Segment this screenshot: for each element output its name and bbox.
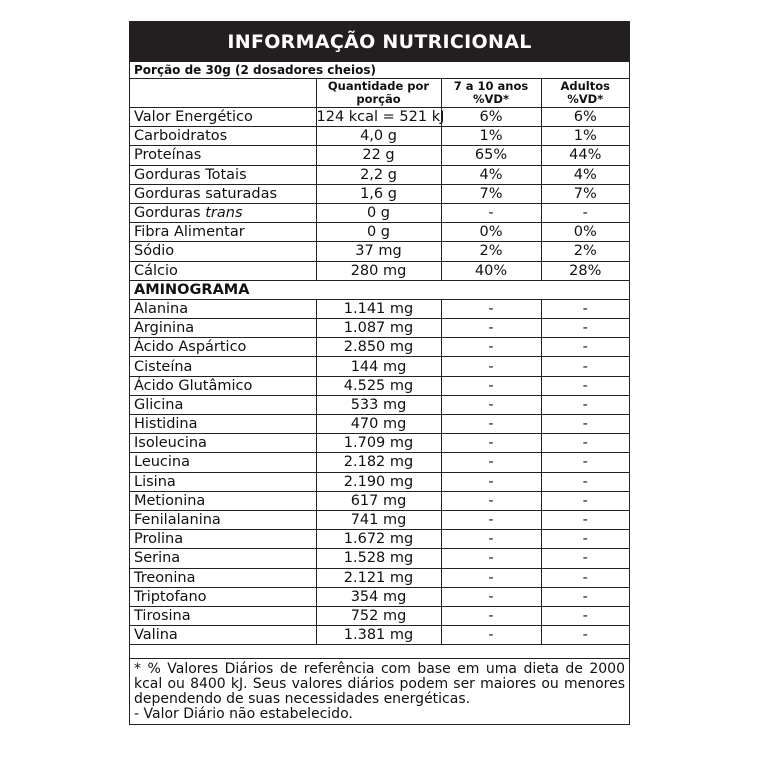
nutrient-quantity: 1.709 mg	[316, 434, 441, 453]
nutrient-row	[130, 146, 629, 165]
aminogram-row	[130, 453, 629, 472]
aminogram-row	[130, 626, 629, 645]
vd-adults-value: 2%	[541, 242, 629, 261]
nutrient-name: Lisina	[130, 472, 316, 491]
vd-kids-value: -	[441, 568, 541, 587]
vd-kids-value: 7%	[441, 184, 541, 203]
nutrient-name: Valor Energético	[130, 108, 316, 127]
header-quantity: Quantidade por porção	[316, 79, 441, 108]
nutrient-name: Treonina	[130, 568, 316, 587]
vd-kids-value: 0%	[441, 223, 541, 242]
nutrient-quantity: 1.087 mg	[316, 319, 441, 338]
nutrient-name: Triptofano	[130, 587, 316, 606]
vd-adults-value: -	[541, 472, 629, 491]
header-row	[130, 79, 629, 108]
nutrient-name: Alanina	[130, 299, 316, 318]
nutrient-row	[130, 108, 629, 127]
nutrient-name-italic: trans	[205, 205, 243, 222]
nutrient-quantity: 752 mg	[316, 606, 441, 625]
nutrient-row	[130, 242, 629, 261]
nutrient-quantity: 280 mg	[316, 261, 441, 280]
header-vd-adults: Adultos %VD*	[541, 79, 629, 108]
footnotes	[130, 658, 629, 724]
vd-adults-value: -	[541, 491, 629, 510]
aminogram-row	[130, 415, 629, 434]
nutrient-name: Cisteína	[130, 357, 316, 376]
nutrient-name: Histidina	[130, 415, 316, 434]
header-vd-kids: 7 a 10 anos %VD*	[441, 79, 541, 108]
nutrient-name: Ácido Glutâmico	[130, 376, 316, 395]
vd-kids-value: 40%	[441, 261, 541, 280]
nutrient-quantity: 1,6 g	[316, 184, 441, 203]
nutrient-quantity: 1.381 mg	[316, 626, 441, 645]
nutrient-quantity: 2,2 g	[316, 165, 441, 184]
vd-adults-value: -	[541, 203, 629, 222]
nutrient-quantity: 1.672 mg	[316, 530, 441, 549]
vd-adults-value: -	[541, 510, 629, 529]
aminogram-row	[130, 472, 629, 491]
vd-adults-value: -	[541, 434, 629, 453]
vd-adults-value: -	[541, 415, 629, 434]
vd-kids-value: -	[441, 338, 541, 357]
nutrient-quantity: 37 mg	[316, 242, 441, 261]
vd-kids-value: -	[441, 530, 541, 549]
nutrient-quantity: 533 mg	[316, 395, 441, 414]
vd-adults-value: -	[541, 530, 629, 549]
serving-size: Porção de 30g (2 dosadores cheios)	[130, 62, 629, 79]
aminogram-row	[130, 510, 629, 529]
nutrition-label	[129, 21, 630, 725]
nutrient-name: Carboidratos	[130, 127, 316, 146]
aminogram-row	[130, 395, 629, 414]
nutrient-quantity: 4.525 mg	[316, 376, 441, 395]
aminogram-row	[130, 491, 629, 510]
nutrient-quantity: 2.850 mg	[316, 338, 441, 357]
nutrient-name: Gorduras Totais	[130, 165, 316, 184]
vd-adults-value: -	[541, 319, 629, 338]
nutrient-name	[130, 203, 316, 222]
nutrient-quantity: 124 kcal = 521 kJ	[316, 109, 445, 126]
vd-kids-value: -	[441, 376, 541, 395]
vd-kids-value: -	[441, 395, 541, 414]
vd-kids-value: -	[441, 549, 541, 568]
nutrient-name-text: Gorduras	[134, 205, 201, 222]
vd-kids-value: 6%	[441, 108, 541, 127]
vd-kids-value: 2%	[441, 242, 541, 261]
aminogram-row	[130, 549, 629, 568]
vd-kids-value: -	[441, 299, 541, 318]
vd-kids-value: -	[441, 626, 541, 645]
aminogram-row	[130, 299, 629, 318]
vd-adults-value: -	[541, 338, 629, 357]
vd-adults-value: 44%	[541, 146, 629, 165]
vd-adults-value: -	[541, 299, 629, 318]
vd-adults-value: 6%	[541, 108, 629, 127]
nutrient-name: Cálcio	[130, 261, 316, 280]
aminogram-section	[130, 280, 629, 299]
vd-kids-value: -	[441, 319, 541, 338]
nutrient-quantity: 617 mg	[316, 491, 441, 510]
nutrient-quantity: 1.528 mg	[316, 549, 441, 568]
aminogram-row	[130, 587, 629, 606]
nutrient-name: Fenilalanina	[130, 510, 316, 529]
nutrient-name: Gorduras saturadas	[130, 184, 316, 203]
vd-adults-value: 0%	[541, 223, 629, 242]
nutrient-row	[130, 261, 629, 280]
vd-adults-value: 1%	[541, 127, 629, 146]
vd-adults-value: -	[541, 606, 629, 625]
nutrient-name: Glicina	[130, 395, 316, 414]
nutrient-name: Sódio	[130, 242, 316, 261]
vd-kids-value: -	[441, 606, 541, 625]
vd-kids-value: -	[441, 453, 541, 472]
vd-kids-value: -	[441, 203, 541, 222]
nutrient-quantity: 2.121 mg	[316, 568, 441, 587]
nutrient-quantity: 1.141 mg	[316, 299, 441, 318]
nutrient-row	[130, 165, 629, 184]
footnote-reference: * % Valores Diários de referência com base em uma dieta de 2000 kcal ou 8400 kJ. Seus valores diários podem ser maiores ou menores dependendo de suas necessidades energéticas.	[134, 661, 625, 708]
footnote-not-established: - Valor Diário não estabelecido.	[134, 706, 353, 723]
vd-kids-value: 1%	[441, 127, 541, 146]
aminogram-row	[130, 357, 629, 376]
vd-adults-value: -	[541, 549, 629, 568]
nutrient-row	[130, 184, 629, 203]
vd-kids-value: -	[441, 357, 541, 376]
nutrient-quantity: 0 g	[316, 203, 441, 222]
aminogram-row	[130, 376, 629, 395]
nutrient-name: Prolina	[130, 530, 316, 549]
aminogram-row	[130, 434, 629, 453]
vd-kids-value: -	[441, 434, 541, 453]
nutrition-table	[130, 79, 629, 645]
nutrient-quantity: 144 mg	[316, 357, 441, 376]
nutrient-rows	[130, 108, 629, 281]
nutrient-quantity: 741 mg	[316, 510, 441, 529]
aminogram-rows	[130, 299, 629, 644]
vd-adults-value: 7%	[541, 184, 629, 203]
nutrient-quantity: 470 mg	[316, 415, 441, 434]
vd-adults-value: -	[541, 376, 629, 395]
nutrient-quantity: 354 mg	[316, 587, 441, 606]
aminogram-row	[130, 319, 629, 338]
nutrient-quantity: 2.182 mg	[316, 453, 441, 472]
aminogram-row	[130, 568, 629, 587]
vd-adults-value: -	[541, 453, 629, 472]
nutrient-quantity: 4,0 g	[316, 127, 441, 146]
aminogram-title: AMINOGRAMA	[130, 280, 629, 299]
nutrient-name: Serina	[130, 549, 316, 568]
nutrient-quantity: 0 g	[316, 223, 441, 242]
vd-kids-value: -	[441, 491, 541, 510]
nutrient-row	[130, 203, 629, 222]
nutrient-name: Leucina	[130, 453, 316, 472]
vd-adults-value: 4%	[541, 165, 629, 184]
nutrient-row	[130, 223, 629, 242]
vd-adults-value: -	[541, 626, 629, 645]
label-title: INFORMAÇÃO NUTRICIONAL	[130, 22, 629, 62]
nutrient-name: Metionina	[130, 491, 316, 510]
vd-adults-value: -	[541, 587, 629, 606]
vd-kids-value: -	[441, 587, 541, 606]
nutrient-quantity: 22 g	[316, 146, 441, 165]
vd-adults-value: -	[541, 568, 629, 587]
vd-kids-value: 65%	[441, 146, 541, 165]
aminogram-row	[130, 530, 629, 549]
vd-kids-value: -	[441, 510, 541, 529]
nutrient-row	[130, 127, 629, 146]
aminogram-header-row	[130, 280, 629, 299]
aminogram-row	[130, 338, 629, 357]
nutrient-quantity: 2.190 mg	[316, 472, 441, 491]
vd-kids-value: 4%	[441, 165, 541, 184]
nutrient-name: Arginina	[130, 319, 316, 338]
nutrient-name: Valina	[130, 626, 316, 645]
aminogram-row	[130, 606, 629, 625]
vd-adults-value: -	[541, 395, 629, 414]
vd-kids-value: -	[441, 415, 541, 434]
nutrient-name: Proteínas	[130, 146, 316, 165]
header-name	[130, 79, 316, 108]
nutrient-name: Isoleucina	[130, 434, 316, 453]
nutrient-name: Fibra Alimentar	[130, 223, 316, 242]
vd-adults-value: 28%	[541, 261, 629, 280]
nutrient-name: Tirosina	[130, 606, 316, 625]
vd-kids-value: -	[441, 472, 541, 491]
nutrient-name: Ácido Aspártico	[130, 338, 316, 357]
vd-adults-value: -	[541, 357, 629, 376]
